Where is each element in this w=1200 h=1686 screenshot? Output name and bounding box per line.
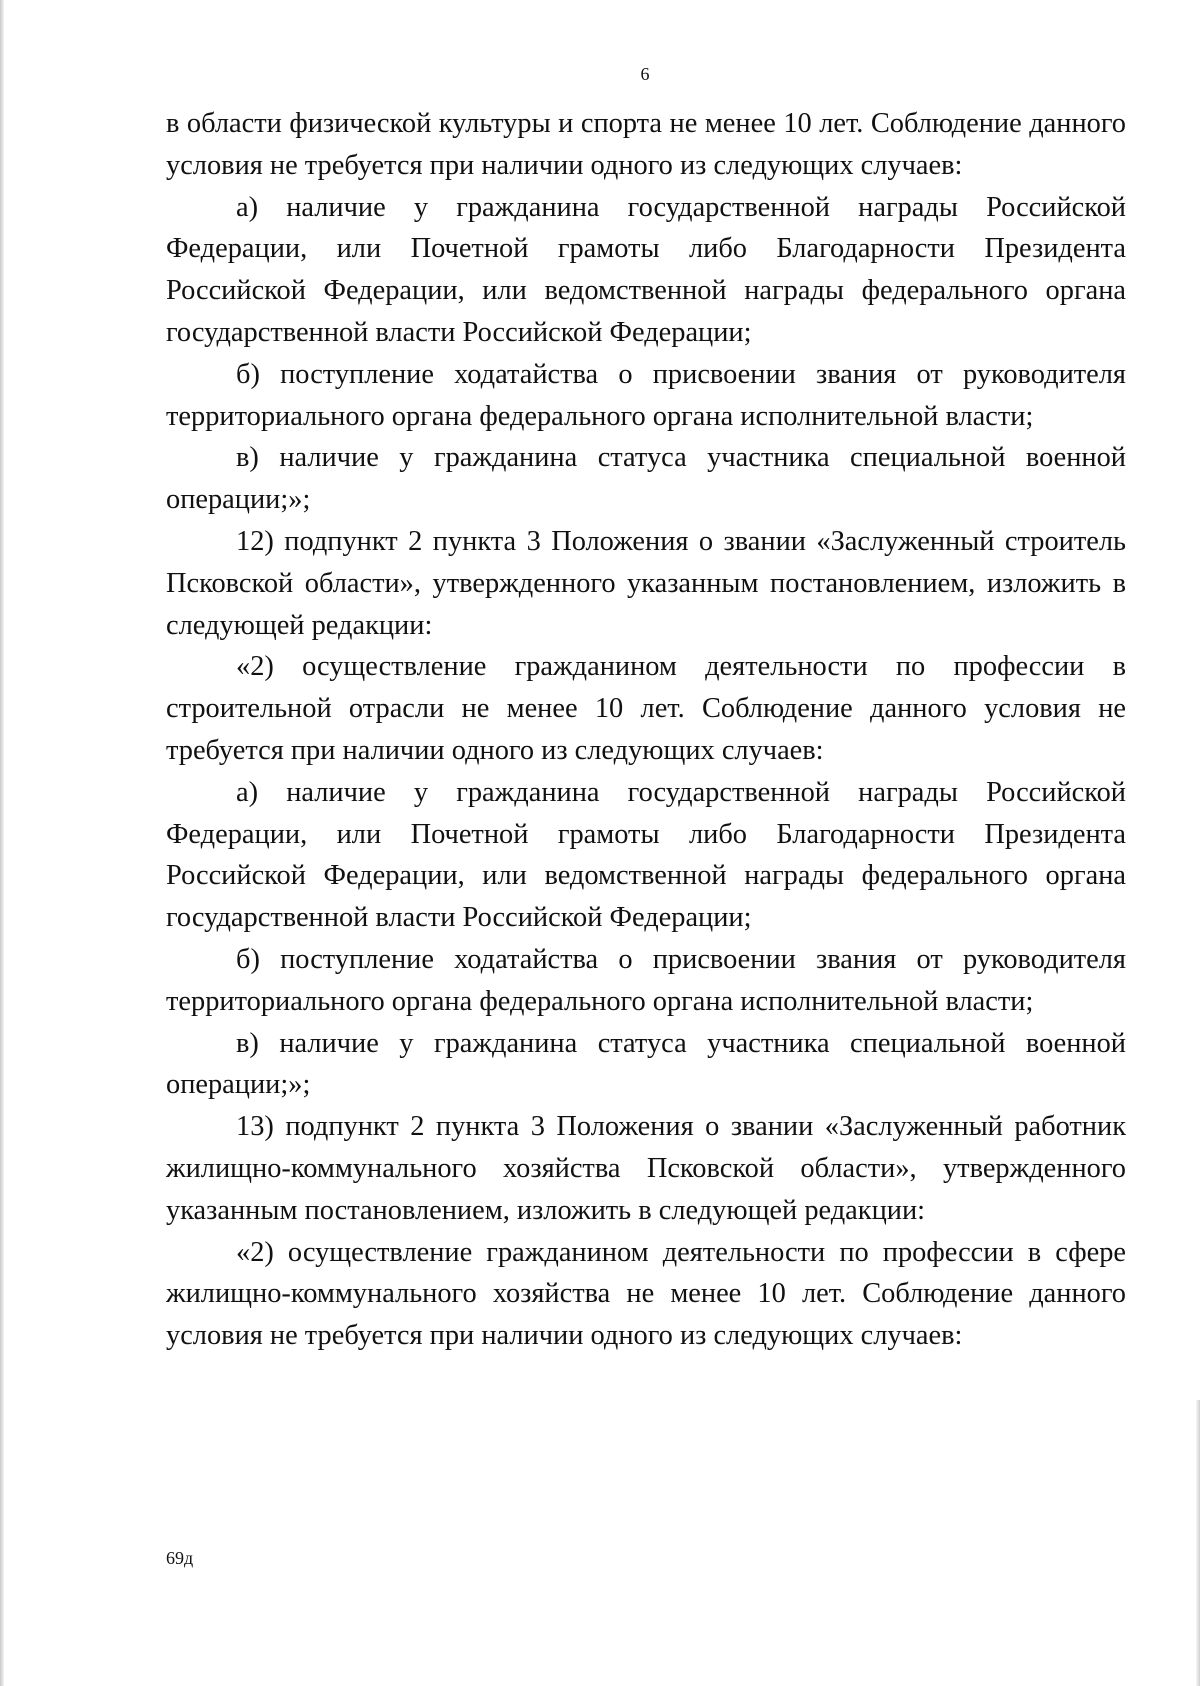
scan-edge-left bbox=[0, 0, 4, 1686]
scan-edge-right bbox=[1196, 1400, 1200, 1686]
paragraph: б) поступление ходатайства о присвоении звания от руководителя территориального органа федерального органа исполнительной власти; bbox=[166, 943, 1126, 1017]
paragraph: 12) подпункт 2 пункта 3 Положения о звании «Заслуженный строитель Псковской области», утвержденного указанным постановлением, изложить в следующей редакции: bbox=[166, 525, 1126, 641]
paragraph: «2) осуществление гражданином деятельности по профессии в строительной отрасли не менее 10 лет. Соблюдение данного условия не требуется при наличии одного из следующих случаев: bbox=[166, 651, 1126, 766]
paragraph: «2) осуществление гражданином деятельности по профессии в сфере жилищно-коммунального хозяйства не менее 10 лет. Соблюдение данного условия не требуется при наличии одного из следующих случаев: bbox=[166, 1236, 1126, 1352]
paragraph: 13) подпункт 2 пункта 3 Положения о звании «Заслуженный работник жилищно-коммунального хозяйства Псковской области», утвержденного указанным постановлением, изложить в следующей редакции: bbox=[166, 1111, 1126, 1226]
document-code: 69д bbox=[166, 1548, 194, 1568]
paragraph: а) наличие у гражданина государственной награды Российской Федерации, или Почетной грамоты либо Благодарности Президента Российской Федерации, или ведомственной награды федерального органа государственной власти Российской Федерации; bbox=[166, 191, 1126, 348]
paragraph: б) поступление ходатайства о присвоении звания от руководителя территориального органа федерального органа исполнительной власти; bbox=[166, 358, 1126, 432]
page-number: 6 bbox=[640, 64, 650, 84]
document-body bbox=[166, 103, 1126, 1357]
paragraph: в) наличие у гражданина статуса участника специальной военной операции;»; bbox=[166, 442, 1126, 516]
paragraph: в области физической культуры и спорта не менее 10 лет. Соблюдение данного условия не требуется при наличии одного из следующих случаев: bbox=[166, 108, 1126, 181]
paragraph: в) наличие у гражданина статуса участника специальной военной операции;»; bbox=[166, 1027, 1126, 1101]
paragraph: а) наличие у гражданина государственной награды Российской Федерации, или Почетной грамоты либо Благодарности Президента Российской Федерации, или ведомственной награды федерального органа государственной власти Российской Федерации; bbox=[166, 776, 1126, 934]
